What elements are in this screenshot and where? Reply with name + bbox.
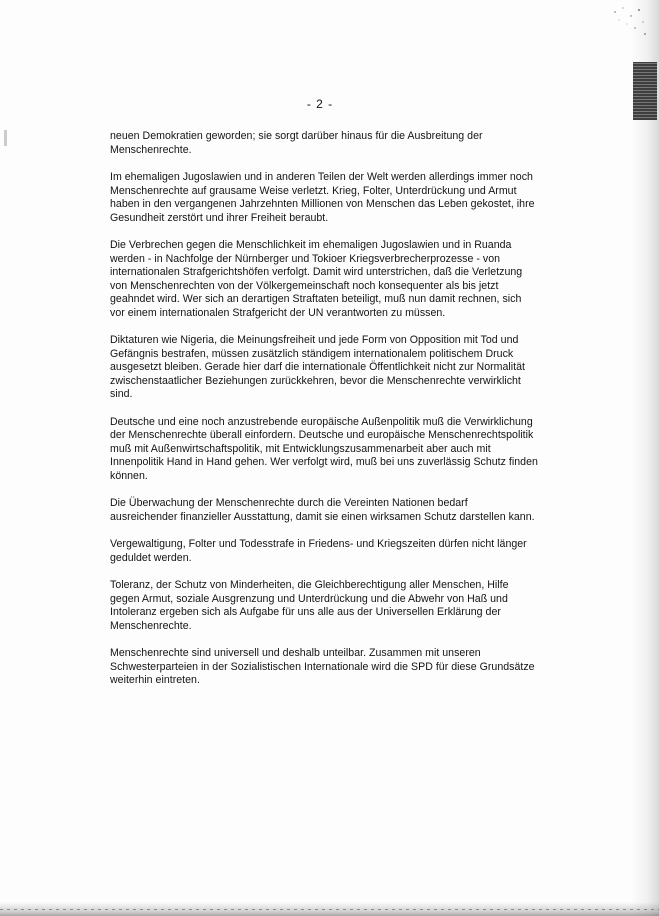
scan-line-bottom [0,909,659,910]
page-number: - 2 - [306,97,334,111]
paragraph: Menschenrechte sind universell und deshalb unteilbar. Zusammen mit unseren Schwesterparteien in der Sozialistischen Internationale wird die SPD für diese Grundsätze weiterhin eintreten. [110,647,535,686]
paragraph: Deutsche und eine noch anzustrebende europäische Außenpolitik muß die Verwirklichung der Menschenrechte überall einfordern. Deutsche und europäische Menschenrechtspolitik muß mit Außenwirtschaftspolitik, mit Entwicklungszusammenarbeit aber auch mit Innenpolitik Hand in Hand gehen. Wer verfolgt wird, muß bei uns zuverlässig Schutz finden können. [110,415,538,482]
scan-mark-left [4,130,7,146]
paragraph: Vergewaltigung, Folter und Todesstrafe in Friedens- und Kriegszeiten dürfen nicht länger geduldet werden. [110,538,527,564]
paragraph: Die Überwachung der Menschenrechte durch die Vereinten Nationen bedarf ausreichender finanzieller Ausstattung, damit sie einen wirksamen Schutz darstellen kann. [110,497,535,523]
scan-specks [609,4,649,44]
scan-shadow-right [631,0,659,916]
paragraph: Diktaturen wie Nigeria, die Meinungsfreiheit und jede Form von Opposition mit Tod und Gefängnis bestrafen, müssen zusätzlich ständigem internationalem politischem Druck ausgesetzt bleiben. Gerade hier darf die internationale Öffentlichkeit nicht zur Normalität zwischenstaatlicher Beziehungen zurückkehren, bevor die Menschenrechte verwirklicht sind. [110,334,526,400]
scan-artifact-block [633,62,657,120]
document-body [110,130,538,702]
paragraph: Die Verbrechen gegen die Menschlichkeit im ehemaligen Jugoslawien und in Ruanda werden - in Nachfolge der Nürnberger und Tokioer Kriegsverbrecherprozesse - von internationalen Strafgerichtshöfen verfolgt. Damit wird unterstrichen, daß die Verletzung von Menschenrechten von der Völkergemeinschaft noch konsequenter als bis jetzt geahndet wird. Wer sich an derartigen Straftaten beteiligt, muß nun damit rechnen, sich vor einem internationalen Strafgericht der UN verantworten zu müssen. [110,239,523,319]
paragraph: neuen Demokratien geworden; sie sorgt darüber hinaus für die Ausbreitung der Menschenrechte. [110,130,483,156]
paragraph: Im ehemaligen Jugoslawien und in anderen Teilen der Welt werden allerdings immer noch Menschenrechte auf grausame Weise verletzt. Krieg, Folter, Unterdrückung und Armut haben in den vergangenen Jahrzehnten Millionen von Menschen das Leben gekostet, ihre Gesundheit zerstört und ihrer Freiheit beraubt. [110,171,535,224]
paragraph: Toleranz, der Schutz von Minderheiten, die Gleichberechtigung aller Menschen, Hilfe gegen Armut, soziale Ausgrenzung und Unterdrückung und die Abwehr von Haß und Intoleranz ergeben sich als Aufgabe für uns alle aus der Universellen Erklärung der Menschenrechte. [110,579,509,632]
